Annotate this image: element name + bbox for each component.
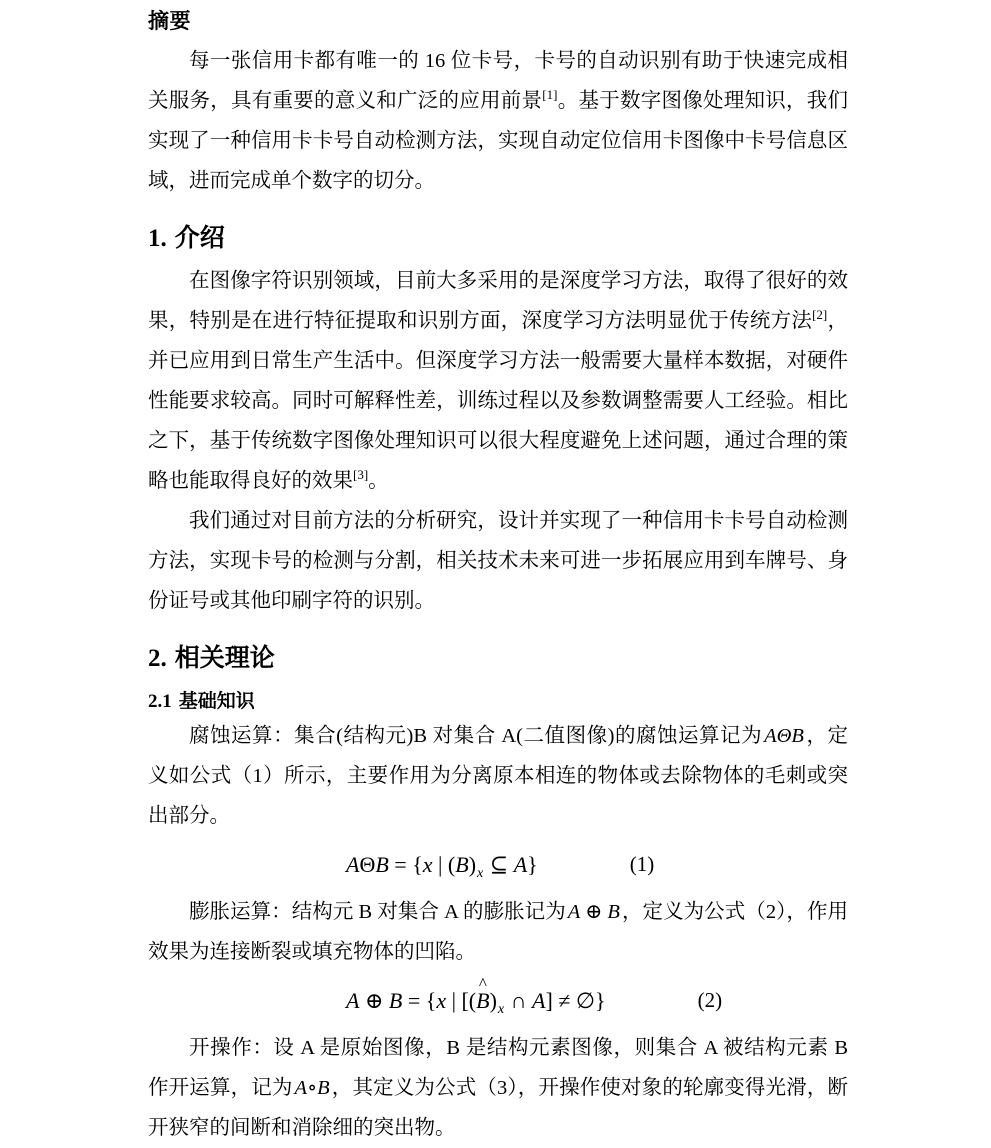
section-2-heading [148,643,848,674]
section-1-heading [148,223,848,254]
eq1-equals-brace: = { [388,851,423,877]
dilation-text-part1: 膨胀运算：结构元 B 对集合 A 的膨胀记为 [189,900,566,923]
equation-2-row [148,973,848,1017]
eq1-lhs-a: A [346,851,360,877]
opening-paragraph [148,1028,848,1148]
opening-text-part2: ，其定义为公式（3），开操作使对象的轮廓变得光滑，断开狭窄的间断和消除细的突出物。 [148,1076,849,1139]
eq1-bar-paren: | ( [432,851,456,877]
eq2-not-equal-operator: ≠ [558,987,571,1013]
section-1-number: 1. [148,225,167,253]
section-2-title: 相关理论 [174,644,275,672]
equation-2-body [346,973,606,1017]
eq1-a: A [513,851,528,877]
eq2-dilation-operator: ⊕ [359,987,389,1013]
eq1-subscript-x: x [477,865,484,881]
dilation-text-part2: ，定义为公式（2），作用效果为连接断裂或填充物体的凹陷。 [148,900,848,963]
s1p1-part1: 在图像字符识别领域，目前大多采用的是深度学习方法，取得了很好的效果，特别是在进行特征提取和识别方面，深度学习方法明显优于传统方法 [148,269,848,332]
eq2-b: B [476,987,490,1013]
citation-2: [2] [812,306,828,322]
eq2-a: A [532,987,546,1013]
section-1-paragraph-2: 我们通过对目前方法的分析研究，设计并实现了一种信用卡卡号自动检测方法，实现卡号的检测与分割，相关技术未来可进一步拓展应用到车牌号、身份证号或其他印刷字符的识别。 [148,509,848,612]
abstract-text-part1: 每一张信用卡都有唯一的 16 位卡号，卡号的自动识别有助于快速完成相关服务，具有重要的意义和广泛的应用前景 [148,50,848,113]
section-1-title: 介绍 [174,225,225,253]
eq1-subset-operator: ⊆ [484,851,514,877]
citation-3: [3] [353,466,369,482]
abstract-heading: 摘要 [148,9,191,33]
eq1-close-brace: } [527,851,538,877]
abstract-text-part2: 。基于数字图像处理知识，我们实现了一种信用卡卡号自动检测方法，实现自动定位信用卡图像中卡号信息区域，进而完成单个数字的切分。 [148,90,849,193]
section-2-number: 2. [148,644,167,672]
eq2-equals-brace: = { [402,987,437,1013]
inline-math-opening: A∘B [294,1076,330,1099]
eq2-lhs-a: A [346,987,360,1013]
eq1-x: x [422,851,433,877]
erosion-paragraph [148,716,848,836]
eq2-b-hat-group [476,973,490,1014]
eq1-lhs-b: B [375,851,389,877]
eq1-b: B [455,851,469,877]
abstract-paragraph [148,41,848,201]
eq2-bar-bracket: | [( [446,987,477,1013]
equation-1-row [148,851,848,881]
inline-math-dilation: A ⊕ B [567,900,620,923]
s1p1-part2: ，并已应用到日常生产生活中。但深度学习方法一般需要大量样本数据，对硬件性能要求较高。同时可解释性差，训练过程以及参数调整需要人工经验。相比之下，基于传统数字图像处理知识可以很大程度避免上述问题，通过合理的策略也能取得良好的效果 [148,309,849,492]
equation-2-number: (2) [697,988,723,1013]
eq2-empty-set: ∅} [570,987,606,1013]
eq2-close-bracket: ] [545,987,559,1013]
section-2-1-heading [148,690,848,714]
section-2-1-number: 2.1 [148,690,172,712]
erosion-text-part2: ，定义如公式（1）所示，主要作用为分离原本相连的物体或去除物体的毛刺或突出部分。 [148,724,848,827]
citation-1: [1] [542,87,558,103]
eq2-subscript-x: x [497,1001,505,1017]
eq2-intersection-operator: ∩ [505,987,533,1013]
section-2-1-title: 基础知识 [178,690,255,712]
eq1-close-paren: ) [468,851,477,877]
equation-1-body [346,851,538,881]
eq2-lhs-b: B [388,987,403,1013]
eq2-x: x [436,987,447,1013]
section-1-paragraph-1 [148,261,848,501]
eq2-close-paren: ) [489,987,497,1013]
erosion-text-part1: 腐蚀运算：集合(结构元)B 对集合 A(二值图像)的腐蚀运算记为 [189,724,763,747]
eq1-erosion-operator: Θ [359,851,376,877]
s1p1-part3: 。 [368,469,389,492]
hat-accent-icon: ^ [478,973,487,993]
dilation-paragraph [148,892,848,972]
opening-text-part1: 开操作：设 A 是原始图像，B 是结构元素图像，则集合 A 被结构元素 B 作开运算，记为 [148,1036,848,1099]
inline-math-erosion: AΘB [764,724,804,747]
equation-1-number: (1) [629,852,655,877]
